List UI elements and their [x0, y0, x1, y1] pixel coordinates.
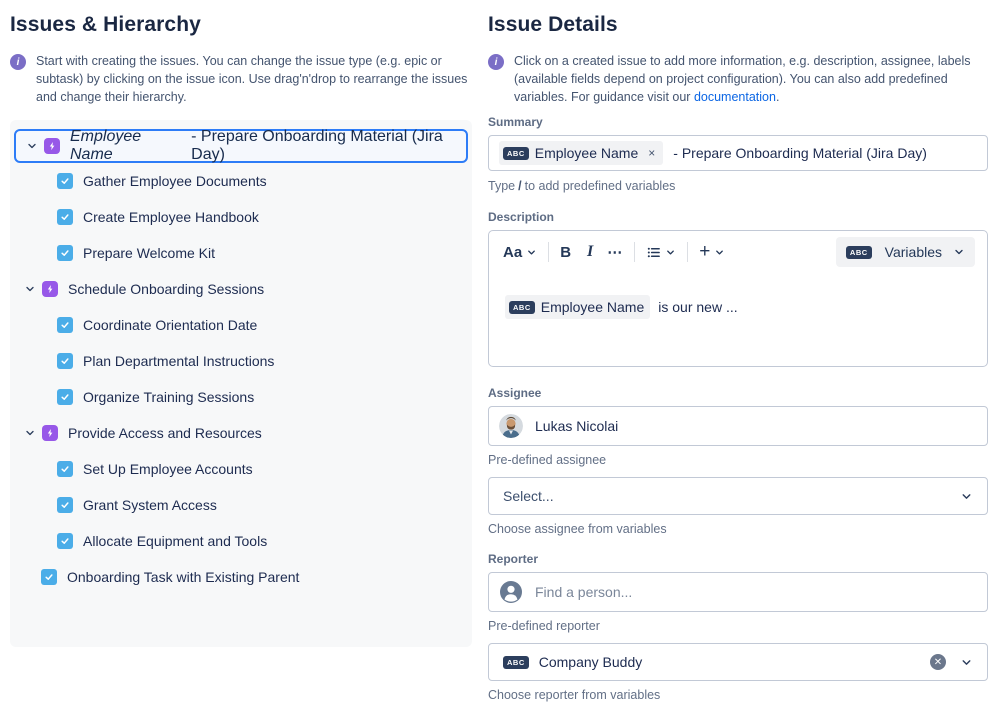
page-title-issues: Issues & Hierarchy [10, 13, 201, 36]
toolbar-divider [634, 242, 635, 262]
subtask-check-icon[interactable] [57, 389, 73, 405]
person-icon [499, 580, 523, 604]
tree-item-label: Prepare Welcome Kit [83, 245, 216, 262]
subtask-check-icon[interactable] [57, 353, 73, 369]
clear-icon[interactable]: ✕ [930, 654, 946, 670]
helper-pre: Type [488, 179, 516, 194]
subtask-check-icon[interactable] [57, 497, 73, 513]
tree-item-subtask[interactable] [10, 343, 472, 379]
variables-button-label: Variables [884, 244, 942, 261]
tree-item-label: Onboarding Task with Existing Parent [67, 569, 300, 586]
abc-variable-icon: ABC [503, 656, 529, 670]
tree-item-subtask[interactable] [10, 307, 472, 343]
chevron-down-icon [953, 246, 965, 258]
right-info-text [514, 52, 976, 106]
tree-item-epic[interactable] [10, 415, 472, 451]
chevron-down-icon[interactable] [23, 282, 37, 296]
chevron-down-icon [960, 656, 973, 669]
variables-button[interactable] [836, 237, 975, 267]
tree-item-label: Plan Departmental Instructions [83, 353, 275, 370]
tree-item-subtask[interactable] [10, 379, 472, 415]
subtask-check-icon[interactable] [57, 173, 73, 189]
reporter-field[interactable] [488, 572, 988, 612]
subtask-check-icon[interactable] [57, 533, 73, 549]
toolbar-divider [548, 242, 549, 262]
tree-item-epic[interactable] [10, 271, 472, 307]
tree-item-subtask[interactable] [10, 451, 472, 487]
bold-button[interactable]: B [560, 243, 572, 261]
tree-item-label: Schedule Onboarding Sessions [68, 281, 265, 298]
tree-item-label: Create Employee Handbook [83, 209, 259, 226]
abc-variable-icon: ABC [503, 147, 529, 161]
predefined-reporter-select[interactable] [488, 643, 988, 681]
chevron-down-icon [665, 247, 676, 258]
summary-value: - Prepare Onboarding Material (Jira Day) [673, 145, 927, 162]
choose-assignee-helper: Choose assignee from variables [488, 522, 667, 537]
tree-item-label: Provide Access and Resources [68, 425, 262, 442]
assignee-label: Assignee [488, 386, 542, 401]
reporter-label: Reporter [488, 552, 539, 567]
summary-label: Summary [488, 115, 543, 130]
info-icon: i [10, 54, 26, 70]
italic-button[interactable]: I [587, 243, 594, 261]
description-editor[interactable] [488, 230, 988, 367]
select-placeholder: Select... [503, 488, 554, 505]
tree-item-subtask[interactable] [10, 163, 472, 199]
reporter-placeholder: Find a person... [535, 584, 633, 601]
info-text-post: . [775, 90, 780, 105]
tree-item-subtask[interactable] [10, 199, 472, 235]
left-info-banner [10, 52, 472, 106]
summary-helper [488, 179, 988, 193]
assignee-value: Lukas Nicolai [535, 418, 619, 435]
plus-icon: + [699, 241, 711, 263]
chevron-down-icon[interactable] [23, 426, 37, 440]
tree-item-subtask[interactable] [10, 487, 472, 523]
editor-text: is our new ... [658, 299, 738, 316]
info-icon: i [488, 54, 504, 70]
avatar [499, 414, 523, 438]
editor-toolbar [489, 231, 987, 273]
editor-content[interactable] [489, 273, 987, 319]
epic-icon[interactable] [42, 281, 58, 297]
slash-key: / [518, 179, 522, 194]
description-label: Description [488, 210, 555, 225]
bullet-list-icon [646, 245, 661, 260]
list-button[interactable] [646, 245, 676, 260]
reporter-variable-label: Company Buddy [538, 654, 643, 671]
left-info-text: Start with creating the issues. You can change the issue type (e.g. epic or subtask) by clicking on the issue icon. Use drag'n'drop to rearrange the issues and change their hierarchy. [36, 54, 468, 105]
subtask-check-icon[interactable] [41, 569, 57, 585]
chevron-down-icon [526, 247, 537, 258]
more-formatting-button[interactable]: ⋯ [607, 244, 624, 262]
epic-icon[interactable] [44, 138, 60, 154]
tree-item-subtask[interactable] [10, 235, 472, 271]
tree-item-label: Coordinate Orientation Date [83, 317, 258, 334]
text-style-button[interactable] [503, 244, 537, 261]
issues-hierarchy-panel [10, 0, 472, 647]
choose-reporter-helper: Choose reporter from variables [488, 688, 661, 702]
subtask-check-icon[interactable] [57, 317, 73, 333]
info-text-pre: Click on a created issue to add more information, e.g. description, assignee, labels (available fields depend on project configuration). You can also add predefined variables. For guidance visit our [514, 54, 971, 105]
tree-item-epic-selected[interactable] [14, 129, 468, 163]
helper-post: to add predefined variables [524, 179, 676, 194]
predefined-reporter-label: Pre-defined reporter [488, 619, 600, 634]
tree-item-label: Allocate Equipment and Tools [83, 533, 268, 550]
chevron-down-icon [714, 247, 725, 258]
tree-item-task[interactable] [10, 559, 472, 595]
tree-item-label: Grant System Access [83, 497, 217, 514]
toolbar-divider [687, 242, 688, 262]
predefined-assignee-select[interactable] [488, 477, 988, 515]
abc-variable-icon: ABC [509, 301, 535, 315]
tree-item-label: - Prepare Onboarding Material (Jira Day) [191, 128, 443, 164]
summary-input[interactable] [488, 135, 988, 171]
issue-tree [10, 120, 472, 647]
subtask-check-icon[interactable] [57, 245, 73, 261]
tree-item-subtask[interactable] [10, 523, 472, 559]
epic-icon[interactable] [42, 425, 58, 441]
issue-details-panel [488, 0, 988, 702]
chevron-down-icon[interactable] [25, 139, 39, 153]
insert-button[interactable] [699, 241, 725, 263]
tree-item-label: Gather Employee Documents [83, 173, 267, 190]
tree-item-variable: Employee Name [70, 128, 142, 164]
assignee-field[interactable] [488, 406, 988, 446]
variable-chip-label: Employee Name [534, 145, 639, 162]
select-controls [930, 654, 973, 670]
tree-item-label: Set Up Employee Accounts [83, 461, 253, 478]
chip-remove-icon[interactable]: × [648, 146, 656, 161]
abc-variable-icon: ABC [846, 246, 872, 260]
subtask-check-icon[interactable] [57, 209, 73, 225]
subtask-check-icon[interactable] [57, 461, 73, 477]
text-style-label: Aa [503, 243, 523, 261]
chevron-down-icon [960, 490, 973, 503]
variable-chip-label: Employee Name [540, 299, 645, 316]
right-info-banner [488, 52, 988, 106]
documentation-link[interactable]: documentation [693, 90, 776, 105]
variable-chip[interactable] [505, 295, 650, 319]
predefined-assignee-label: Pre-defined assignee [488, 453, 607, 468]
page-title-details: Issue Details [488, 13, 618, 36]
tree-item-label: Organize Training Sessions [83, 389, 255, 406]
variable-chip[interactable] [499, 141, 663, 165]
reporter-variable-value [503, 654, 642, 670]
